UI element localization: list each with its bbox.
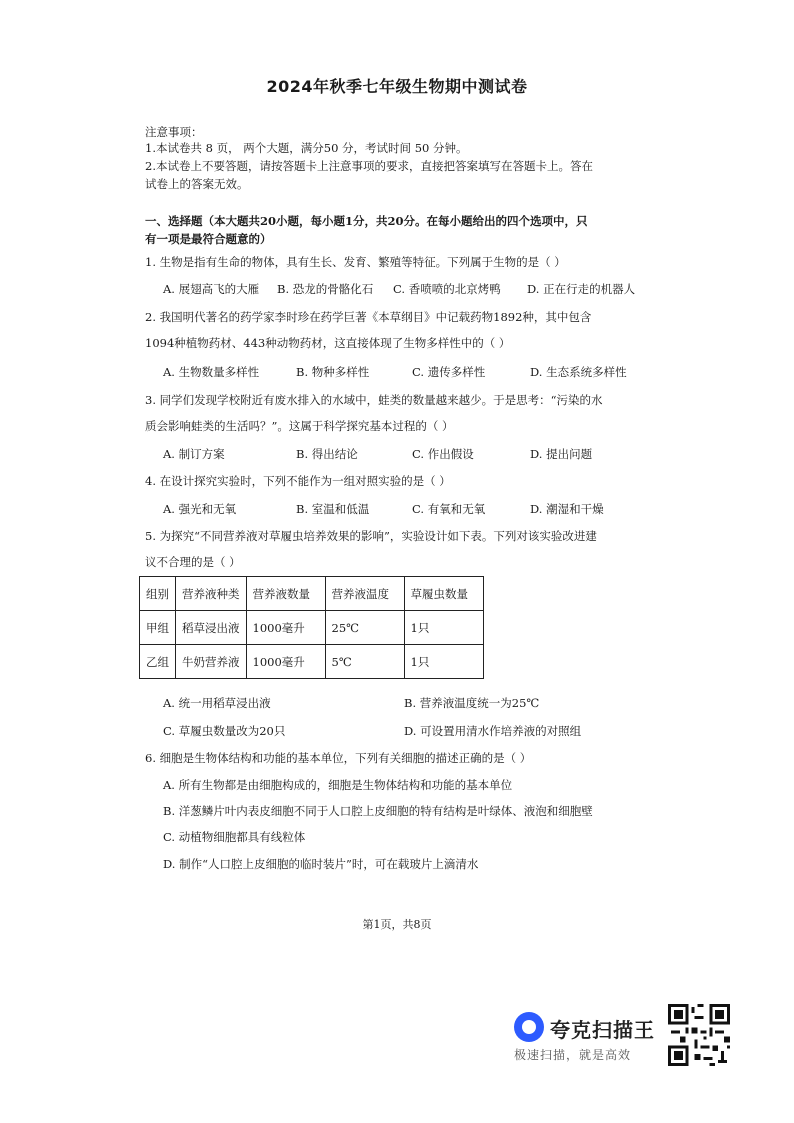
question-5-option-d: D. 可设置用清水作培养液的对照组 <box>404 724 582 738</box>
notes-heading: 注意事项： <box>145 125 203 139</box>
table-header-cell: 营养液温度 <box>325 577 404 611</box>
table-header-cell: 营养液种类 <box>176 577 247 611</box>
question-1-option-a: A. 展翅高飞的大雁 <box>163 282 260 296</box>
notes-line-1: 1.本试卷共 8 页， 两个大题，满分50 分，考试时间 50 分钟。 <box>145 141 468 155</box>
question-5-stem-2: 议不合理的是（ ） <box>145 555 241 569</box>
question-3-stem-1: 3. 同学们发现学校附近有废水排入的水域中，蛙类的数量越来越少。于是思考：“污染的水 <box>145 393 603 407</box>
question-6-option-c: C. 动植物细胞都具有线粒体 <box>163 830 306 844</box>
question-1-option-c: C. 香喷喷的北京烤鸭 <box>393 282 501 296</box>
table-cell: 5℃ <box>325 645 404 679</box>
qr-code-icon <box>668 1004 730 1066</box>
table-row <box>140 645 484 679</box>
question-4-option-a: A. 强光和无氧 <box>163 502 237 516</box>
scanner-watermark <box>514 1010 664 1066</box>
page-footer: 第1页，共8页 <box>362 918 432 931</box>
notes-line-3: 试卷上的答案无效。 <box>145 177 249 191</box>
question-2-stem-2: 1094种植物药材、443种动物药材，这直接体现了生物多样性中的（ ） <box>145 336 511 350</box>
scanner-slogan: 极速扫描，就是高效 <box>514 1048 632 1062</box>
experiment-table <box>139 576 484 679</box>
table-cell: 1只 <box>404 611 483 645</box>
table-header-cell: 草履虫数量 <box>404 577 483 611</box>
question-3-stem-2: 质会影响蛙类的生活吗？”。这属于科学探究基本过程的（ ） <box>145 419 454 433</box>
table-row <box>140 611 484 645</box>
table-cell: 1000毫升 <box>246 645 325 679</box>
table-cell: 稻草浸出液 <box>176 611 247 645</box>
question-2-stem-1: 2. 我国明代著名的药学家李时珍在药学巨著《本草纲目》中记载药物1892种，其中包含 <box>145 310 592 324</box>
question-5-option-b: B. 营养液温度统一为25℃ <box>404 696 540 710</box>
question-3-option-c: C. 作出假设 <box>412 447 474 461</box>
question-5-option-c: C. 草履虫数量改为20只 <box>163 724 286 738</box>
table-cell: 1只 <box>404 645 483 679</box>
table-cell: 1000毫升 <box>246 611 325 645</box>
question-6-stem: 6. 细胞是生物体结构和功能的基本单位，下列有关细胞的描述正确的是（ ） <box>145 751 532 765</box>
question-3-option-b: B. 得出结论 <box>296 447 358 461</box>
question-4-stem: 4. 在设计探究实验时，下列不能作为一组对照实验的是（ ） <box>145 474 451 488</box>
table-cell: 牛奶营养液 <box>176 645 247 679</box>
table-header-cell: 营养液数量 <box>246 577 325 611</box>
section-heading-cont: 有一项是最符合题意的） <box>145 232 272 246</box>
question-2-option-a: A. 生物数量多样性 <box>163 365 260 379</box>
table-cell: 乙组 <box>140 645 176 679</box>
question-2-option-b: B. 物种多样性 <box>296 365 370 379</box>
question-5-option-a: A. 统一用稻草浸出液 <box>163 696 271 710</box>
question-3-option-d: D. 提出问题 <box>530 447 593 461</box>
question-1-stem: 1. 生物是指有生命的物体，具有生长、发育、繁殖等特征。下列属于生物的是（ ） <box>145 255 566 269</box>
table-header-row <box>140 577 484 611</box>
table-header-cell: 组别 <box>140 577 176 611</box>
question-2-option-c: C. 遗传多样性 <box>412 365 486 379</box>
question-6-option-d: D. 制作“人口腔上皮细胞的临时装片”时，可在载玻片上滴清水 <box>163 857 479 871</box>
question-6-option-a: A. 所有生物都是由细胞构成的，细胞是生物体结构和功能的基本单位 <box>163 778 513 792</box>
section-heading: 一、选择题（本大题共20小题，每小题1分，共20分。在每小题给出的四个选项中，只 <box>145 214 588 228</box>
question-5-stem-1: 5. 为探究“不同营养液对草履虫培养效果的影响”，实验设计如下表。下列对该实验改进建 <box>145 529 597 543</box>
question-1-option-b: B. 恐龙的骨骼化石 <box>277 282 374 296</box>
question-1-option-d: D. 正在行走的机器人 <box>527 282 636 296</box>
question-3-option-a: A. 制订方案 <box>163 447 225 461</box>
table-cell: 25℃ <box>325 611 404 645</box>
question-6-option-b: B. 洋葱鳞片叶内表皮细胞不同于人口腔上皮细胞的特有结构是叶绿体、液泡和细胞壁 <box>163 804 593 818</box>
scanner-brand: 夸克扫描王 <box>550 1018 655 1042</box>
question-2-option-d: D. 生态系统多样性 <box>530 365 627 379</box>
question-4-option-c: C. 有氧和无氧 <box>412 502 486 516</box>
exam-title: 2024年秋季七年级生物期中测试卷 <box>266 77 528 96</box>
question-4-option-b: B. 室温和低温 <box>296 502 370 516</box>
scanner-logo-icon <box>514 1012 544 1042</box>
notes-line-2: 2.本试卷上不要答题，请按答题卡上注意事项的要求，直接把答案填写在答题卡上。答在 <box>145 159 593 173</box>
question-4-option-d: D. 潮湿和干燥 <box>530 502 604 516</box>
table-cell: 甲组 <box>140 611 176 645</box>
